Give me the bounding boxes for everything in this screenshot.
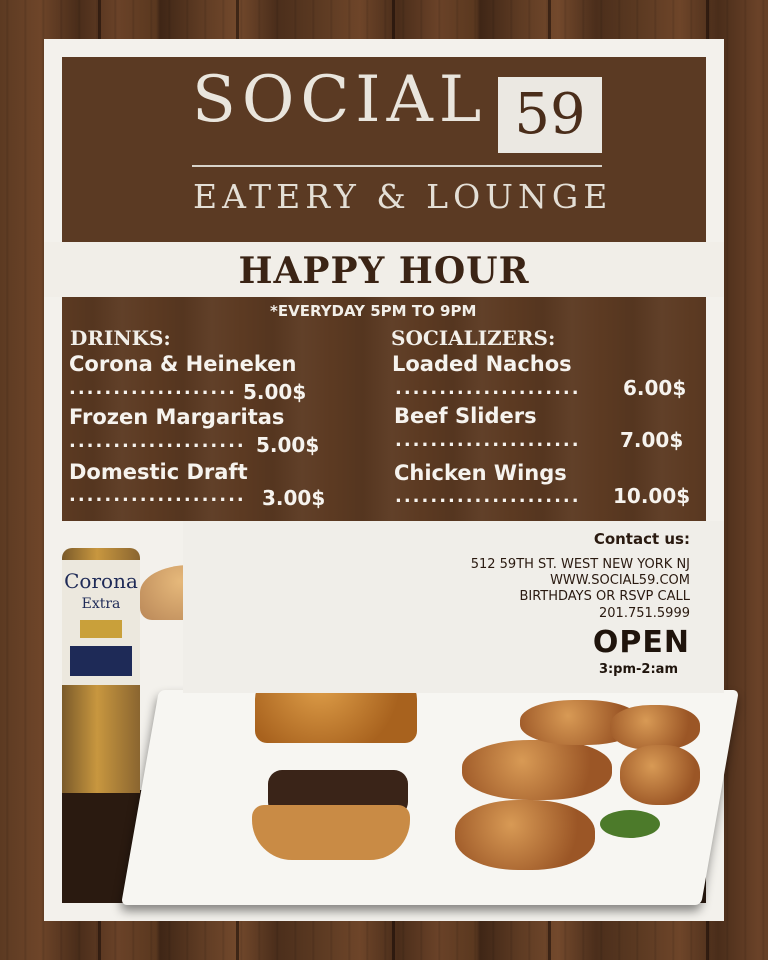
menu-item-dots: .....................: [395, 378, 581, 399]
contact-heading: Contact us:: [593, 530, 690, 548]
menu-item-price: 6.00$: [623, 376, 687, 400]
menu-item-price: 3.00$: [262, 486, 326, 510]
logo-divider: [192, 165, 602, 167]
menu-item-price: 5.00$: [243, 380, 307, 404]
svg-text:Corona: Corona: [64, 569, 138, 593]
happy-hour-title: HAPPY HOUR: [238, 250, 530, 292]
bottle-label-art: [62, 560, 140, 685]
chicken-wing-image: [455, 800, 595, 870]
menu-item-price: 7.00$: [620, 428, 684, 452]
logo-tagline: EATERY & LOUNGE: [193, 177, 613, 216]
logo-name: SOCIAL: [192, 63, 488, 137]
menu-item-dots: ...................: [69, 378, 237, 399]
menu-item-price: 5.00$: [256, 433, 320, 457]
menu-item-dots: ....................: [69, 431, 246, 452]
menu-item-dots: .....................: [395, 486, 581, 507]
open-hours: 3:pm-2:am: [598, 662, 678, 677]
menu-item-dots: .....................: [395, 430, 581, 451]
contact-note: BIRTHDAYS OR RSVP CALL: [519, 589, 690, 604]
slider-bun-bottom-image: [252, 805, 410, 860]
contact-website[interactable]: WWW.SOCIAL59.COM: [550, 573, 690, 588]
menu-item-dots: ....................: [69, 485, 246, 506]
menu-item-name: Chicken Wings: [394, 461, 567, 485]
menu-item-name: Beef Sliders: [394, 404, 537, 428]
logo-number-badge: 59: [498, 77, 602, 153]
menu-item-name: Corona & Heineken: [69, 352, 297, 376]
garnish-greens-image: [600, 810, 660, 838]
svg-text:Extra: Extra: [81, 596, 121, 612]
menu-item-price: 10.00$: [613, 484, 691, 508]
chicken-wing-image: [610, 705, 700, 750]
socializers-heading: SOCIALIZERS:: [391, 326, 556, 350]
contact-phone[interactable]: 201.751.5999: [599, 606, 690, 621]
contact-address: 512 59TH ST. WEST NEW YORK NJ: [470, 557, 690, 572]
beer-bottle-label-image: [62, 560, 140, 685]
schedule-text: *EVERYDAY 5PM TO 9PM: [270, 302, 477, 320]
menu-item-name: Frozen Margaritas: [69, 405, 285, 429]
chicken-wing-image: [620, 745, 700, 805]
open-label: OPEN: [592, 625, 690, 660]
menu-item-name: Loaded Nachos: [392, 352, 572, 376]
drinks-heading: DRINKS:: [70, 326, 171, 350]
chicken-wing-image: [462, 740, 612, 800]
menu-item-name: Domestic Draft: [69, 460, 248, 484]
